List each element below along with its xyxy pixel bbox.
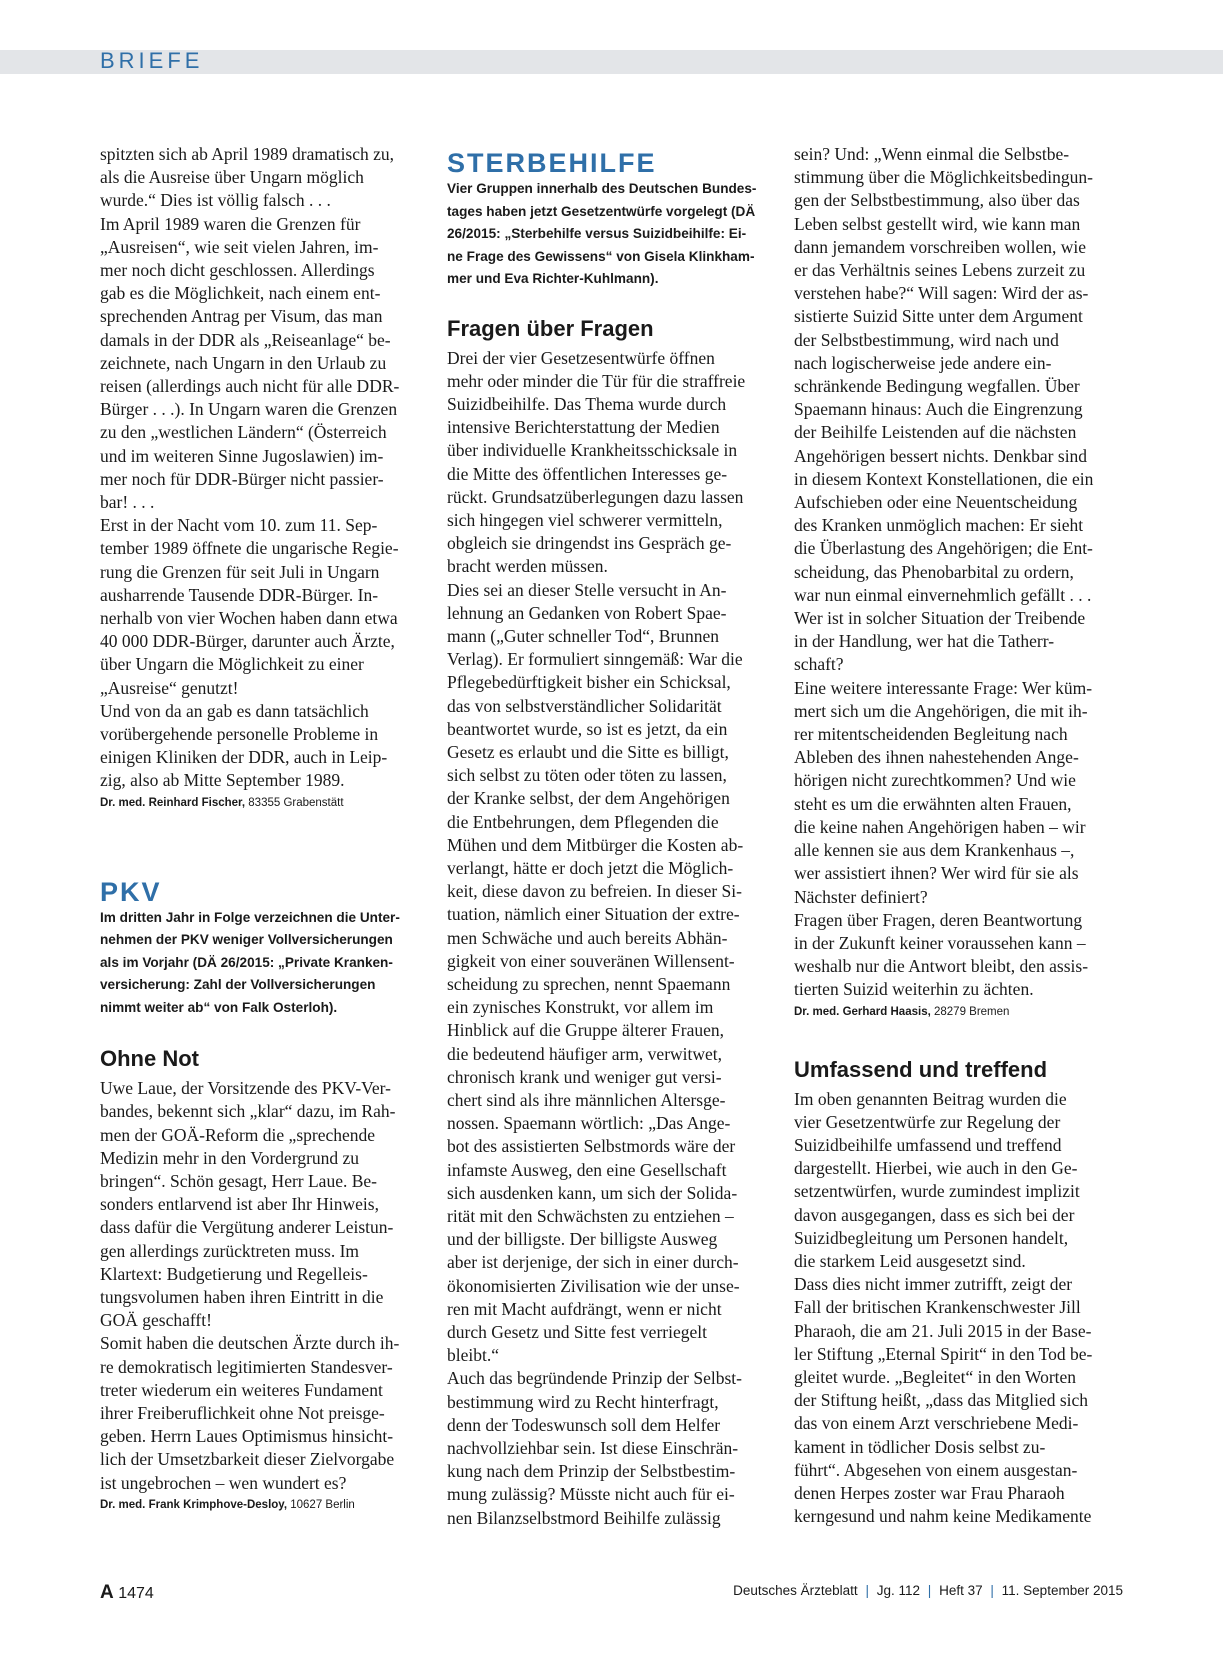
author-place: 83355 Grabenstätt [245,796,344,809]
volume: Jg. 112 [876,1583,921,1598]
author-name: Dr. med. Reinhard Fischer, [100,796,246,809]
author-name: Dr. med. Frank Krimphove-Desloy, [100,1498,288,1511]
column-2 [447,148,769,1530]
letter-signature [100,795,422,811]
letter-text: Drei der vier Gesetzesentwürfe öffnen mehr oder minder die Tür für die straffreie Suizidbeihilfe. Das Thema wurde durch intensive Berichterstattung der Medien über individuelle Krankheitsschicksale in die Mitte des öffentlichen Interesses ge- rückt. Grundsatzüberlegungen dazu lassen sich hingegen viel schwerer vermitteln, obgleich sie dringendst ins Gespräch ge- bracht werden müssen. Dies sei an dieser Stelle versucht in An- lehnung an Gedanken von Robert Spae- mann („Guter schneller Tod“, Brunnen Verlag). Er formuliert sinngemäß: War die Pflegebedürftigkeit bisher ein Schicksal, das von selbstverständlicher Solidarität beantwortet wurde, so ist es jetzt, da ein Gesetz es erlaubt und die Sitte es billigt, sich selbst zu töten oder töten zu lassen, der Kranke selbst, der dem Angehörigen die Entbehrungen, dem Pflegenden die Mühen und dem Mitbürger die Kosten ab- verlangt, hätte er doch jetzt die Möglich- keit, diese davon zu befreien. In dieser Si- tuation, nämlich einer Situation der extre- men Schwäche und auch bereits Abhän- gigkeit von einer souveränen Willensent- scheidung zu sprechen, nennt Spaemann ein zynisches Konstrukt, vor allem im Hinblick auf die Gruppe älterer Frauen, die bedeutend häufiger arm, verwitwet, chronisch krank und weniger gut versi- chert sind als ihre männlichen Altersge- nossen. Spaemann wörtlich: „Das Ange- bot des assistierten Selbstmords wäre der infamste Ausweg, den eine Gesellschaft sich ausdenken kann, um sich der Solida- rität mit den Schwächsten zu entziehen – und der billigste. Der billigste Ausweg aber ist derjenige, der sich in einer durch- ökonomisierten Zivilisation wie der unse- ren mit Macht aufdrängt, wenn er nicht durch Gesetz und Sitte fest verriegelt bleibt.“ Auch das begründende Prinzip der Selbst- bestimmung wird zu Recht hinterfragt, denn der Todeswunsch soll dem Helfer nachvollziehbar sein. Ist diese Einschrän- kung nach dem Prinzip der Selbstbestim- mung zulässig? Müsste nicht auch für ei- nen Bilanzselbstmord Beihilfe zulässig [447,347,746,1528]
letter-signature [794,1004,1116,1020]
author-place: 28279 Bremen [930,1005,1010,1018]
section-label: BRIEFE [100,48,204,73]
separator: | [927,1583,932,1598]
letter-text: Uwe Laue, der Vorsitzende des PKV-Ver- bandes, bekennt sich „klar“ dazu, im Rah- men der GOÄ-Reform die „sprechende Medizin mehr in den Vordergrund zu bringen“. Schön gesagt, Herr Laue. Be- sonders entlarvend ist aber Ihr Hinweis, dass dafür die Vergütung anderer Leistun- gen allerdings zurücktreten muss. Im Klartext: Budgetierung und Regelleis- tungsvolumen haben ihren Eintritt in die GOÄ geschafft! Somit haben die deutschen Ärzte durch ih- re demokratisch legitimierten Standesver- treter wiederum ein weiteres Fundament ihrer Freiberuflichkeit ohne Not preisge- geben. Herrn Laues Optimismus hinsicht- lich der Umsetzbarkeit dieser Zielvorgabe ist ungebrochen – wen wundert es? [100,1078,400,1493]
separator: | [990,1583,994,1598]
author-name: Dr. med. Gerhard Haasis, [794,1005,931,1018]
page-prefix: A [100,1582,114,1603]
topic-teaser: Im dritten Jahr in Folge verzeichnen die Unter- nehmen der PKV weniger Vollversicherungen als im Vorjahr (DÄ 26/2015: „Private Kranken- versicherung: Zahl der Vollversicherungen nimmt weiter ab“ von Falk Osterloh). [100,909,400,1015]
column-1 [100,144,422,1513]
separator: | [865,1583,869,1598]
issue-date: 11. September 2015 [1001,1583,1123,1598]
letter-text: Im oben genannten Beitrag wurden die vier Gesetzentwürfe zur Regelung der Suizidbeihilfe umfassend und treffend dargestellt. Hierbei, wie auch in den Ge- setzentwürfen, wurde zumindest implizit davon ausgegangen, dass es sich bei der Suizidbegleitung um Personen handelt, die starkem Leid ausgesetzt sind. Dass dies nicht immer zutrifft, zeigt der Fall der britischen Krankenschwester Jill Pharaoh, die am 21. Juli 2015 in der Base- ler Stiftung „Eternal Spirit“ in den Tod be- gleitet wurde. „Begleitet“ in den Worten der Stiftung heißt, „dass das Mitglied sich das von einem Arzt verschriebene Medi- kament in tödlicher Dosis selbst zu- führt“. Abgesehen von einem ausgestan- denen Herpes zoster war Frau Pharaoh kerngesund und nahm keine Medikamente [794,1088,1093,1527]
topic-teaser: Vier Gruppen innerhalb des Deutschen Bundes- tages haben jetzt Gesetzentwürfe vorgelegt (DÄ 26/2015: „Sterbehilfe versus Suizidbeihilfe: Ei- ne Frage des Gewissens“ von Gisela Klinkham- mer und Eva Richter-Kuhlmann). [447,181,757,286]
topic-heading-sterbehilfe: STERBEHILFE [447,148,657,178]
column-3 [794,144,1116,1528]
letter-text: sein? Und: „Wenn einmal die Selbstbe- stimmung über die Möglichkeitsbedingun- gen der Selbstbestimmung, also über das Leben selbst gestellt wird, wie kann man dann jemandem vorschreiben wollen, wie er das Verhältnis seines Lebens zurzeit zu verstehen habe?“ Will sagen: Wird der as- sistierte Suizid Sitte unter dem Argument der Selbstbestimmung, wird nach und nach logischerweise jede andere ein- schränkende Bedingung wegfallen. Über Spaemann hinaus: Auch die Eingrenzung der Beihilfe Leistenden auf die nächsten Angehörigen bessert nichts. Denkbar sind in diesem Kontext Konstellationen, die ein Aufschieben oder eine Neuentscheidung des Kranken unmöglich machen: Er sieht die Überlastung des Angehörigen; die Ent- scheidung, das Phenobarbital zu ordern, war nun einmal einvernehmlich gefällt . . . Wer ist in solcher Situation der Treibende in der Handlung, wer hat die Tatherr- schaft? Eine weitere interessante Frage: Wer küm- mert sich um die Angehörigen, die mit ih- rer mitentscheidenden Begleitung nach Ableben des ihnen nahestehenden Ange- hörigen nicht zurechtkommen? Und wie steht es um die erwähnten alten Frauen, die keine nahen Angehörigen haben – wir alle kennen sie aus dem Krankenhaus –, wer assistiert ihnen? Wer wird für sie als Nächster definiert? Fragen über Fragen, deren Beantwortung in der Zukunft keiner voraussehen kann – weshalb nur die Antwort bleibt, den assis- tierten Suizid weiterhin zu ächten. [794,144,1094,1000]
letter-title: Fragen über Fragen [447,315,654,341]
publication-info [733,1583,1123,1598]
topic-heading-pkv: PKV [100,876,162,907]
issue: Heft 37 [939,1583,983,1598]
page-number [100,1582,154,1604]
journal-name: Deutsches Ärzteblatt [733,1583,858,1598]
page-number-value: 1474 [118,1585,154,1602]
author-place: 10627 Berlin [287,1498,355,1511]
letter-title: Umfassend und treffend [794,1056,1048,1082]
letter-signature [100,1497,422,1513]
letter-title: Ohne Not [100,1046,199,1072]
letter-text: spitzten sich ab April 1989 dramatisch zu, als die Ausreise über Ungarn möglich wurde.“ Dies ist völlig falsch . . . Im April 1989 waren die Grenzen für „Ausreisen“, wie seit vielen Jahren, im- mer noch dicht geschlossen. Allerdings gab es die Möglichkeit, nach einem ent- sprechenden Antrag per Visum, das man damals in der DDR als „Reiseanlage“ be- zeichnete, nach Ungarn in den Urlaub zu reisen (allerdings auch nicht für alle DDR- Bürger . . .). In Ungarn waren die Grenzen zu den „westlichen Ländern“ (Österreich und im weiteren Sinne Jugoslawien) im- mer noch für DDR-Bürger nicht passier- bar! . . . Erst in der Nacht vom 10. zum 11. Sep- tember 1989 öffnete die ungarische Regie- rung die Grenzen für seit Juli in Ungarn ausharrende Tausende DDR-Bürger. In- nerhalb von vier Wochen haben dann etwa 40 000 DDR-Bürger, darunter auch Ärzte, über Ungarn die Möglichkeit zu einer „Ausreise“ genutzt! Und von da an gab es dann tatsächlich vorübergehende personelle Probleme in einigen Kliniken der DDR, auch in Leip- zig, also ab Mitte September 1989. [100,144,400,791]
